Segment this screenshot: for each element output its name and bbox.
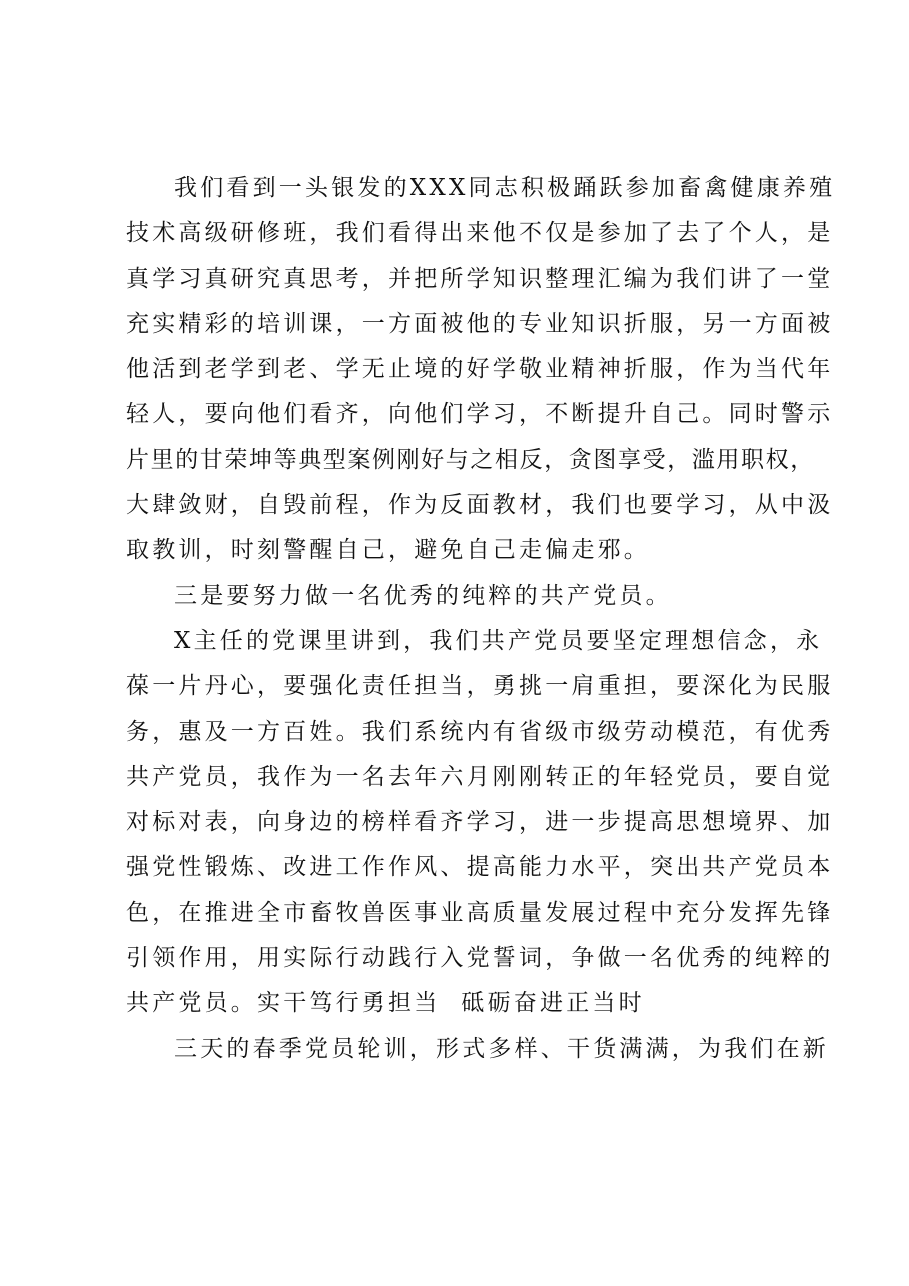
paragraph-2 [126,574,806,619]
text-line: X主任的党课里讲到，我们共产党员要坚定理想信念，永 [174,627,823,654]
text-line: 我们看到一头银发的XXX同志积极踊跃参加畜禽健康养殖 [174,175,836,201]
text-line: 取教训，时刻警醒自己，避免自己走偏走邪。 [126,537,650,564]
text-line: 色，在推进全市畜牧兽医事业高质量发展过程中充分发挥先锋 [126,899,834,926]
paragraph-4 [126,1027,829,1072]
text-line: 真学习真研究真思考，并把所学知识整理汇编为我们讲了一堂 [126,265,834,292]
text-line: 共产党员。实干笃行勇担当 砥砺奋进正当时 [126,990,645,1017]
section-heading: 三是要努力做一名优秀的纯粹的共产党员。 [174,582,672,609]
text-line: 他活到老学到老、学无止境的好学敬业精神折服，作为当代年 [126,356,834,383]
document-body [126,166,836,1072]
text-line: 对标对表，向身边的榜样看齐学习，进一步提高思想境界、加 [126,809,834,836]
text-line: 强党性锻炼、改进工作作风、提高能力水平，突出共产党员本 [126,854,834,881]
text-line: 引领作用，用实际行动践行入党誓词，争做一名优秀的纯粹的 [126,945,834,972]
text-line: 片里的甘荣坤等典型案例刚好与之相反，贪图享受，滥用职权， [126,446,815,473]
text-line: 共产党员，我作为一名去年六月刚刚转正的年轻党员，要自觉 [126,763,834,790]
text-line: 务，惠及一方百姓。我们系统内有省级市级劳动模范，有优秀 [126,718,834,745]
paragraph-3 [126,619,834,1027]
text-line: 技术高级研修班，我们看得出来他不仅是参加了去了个人，是 [126,220,834,247]
text-line: 葆一片丹心，要强化责任担当，勇挑一肩重担，要深化为民服 [126,673,834,700]
text-line: 轻人，要向他们看齐，向他们学习，不断提升自己。同时警示 [126,401,834,428]
text-line: 三天的春季党员轮训，形式多样、干货满满，为我们在新 [174,1035,829,1062]
text-line: 大肆敛财，自毁前程，作为反面教材，我们也要学习，从中汲 [126,492,834,519]
paragraph-1 [126,166,836,574]
text-line: 充实精彩的培训课，一方面被他的专业知识折服，另一方面被 [126,310,834,337]
